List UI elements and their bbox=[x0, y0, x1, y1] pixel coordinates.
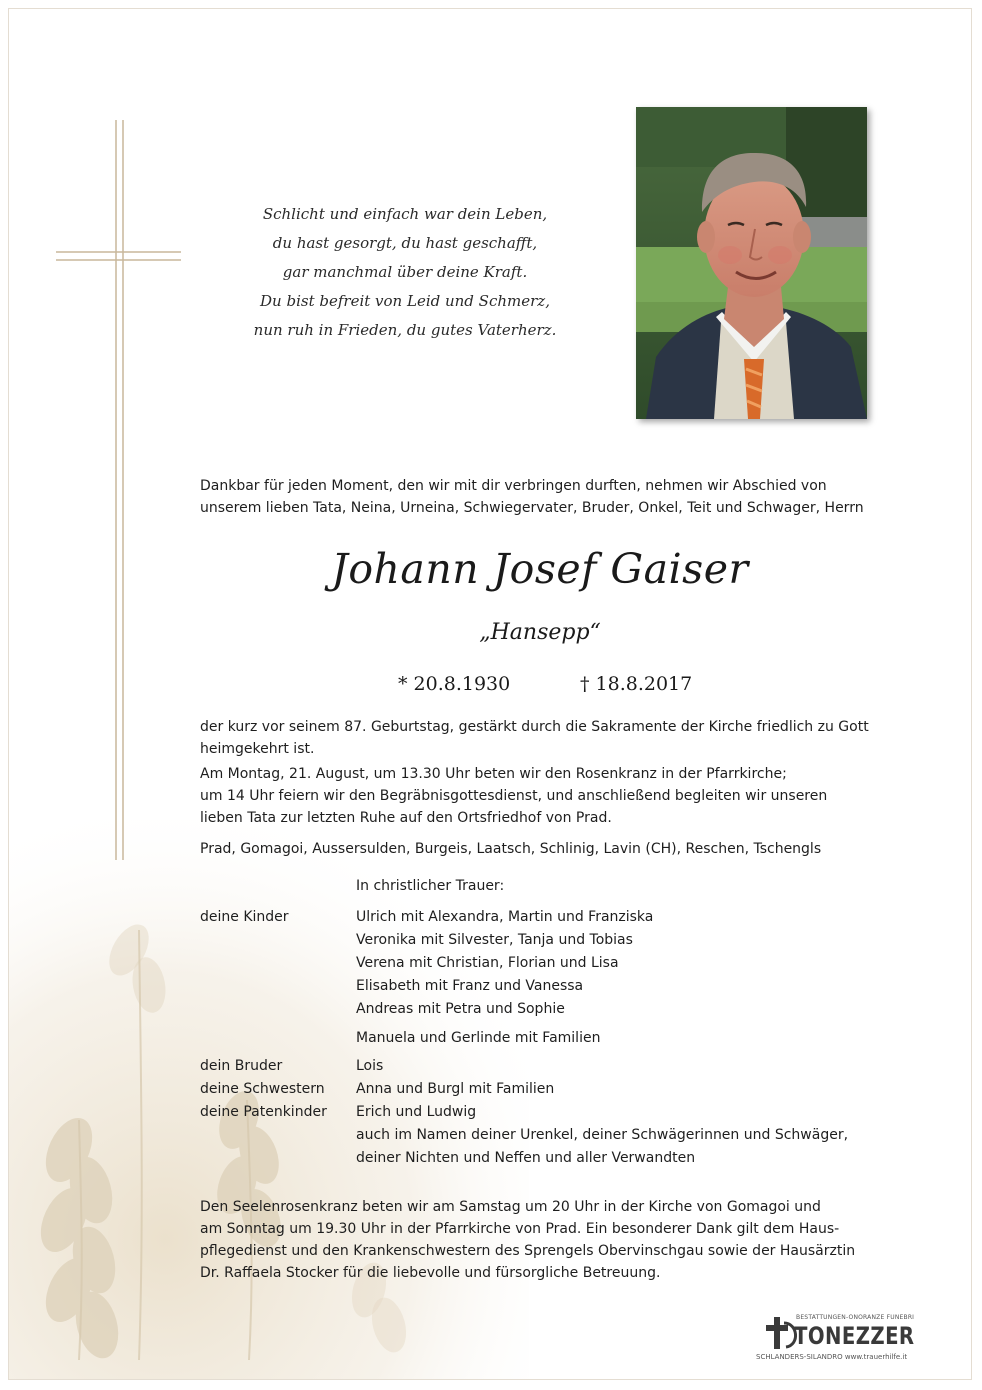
closing-line: pflegedienst und den Krankenschwestern des Sprengels Obervinschgau sowie der Hausärztin bbox=[200, 1243, 856, 1259]
poem-line: Du bist befreit von Leid und Schmerz, bbox=[260, 292, 550, 310]
kinder-item: Verena mit Christian, Florian und Lisa bbox=[356, 955, 619, 971]
kinder-item: Elisabeth mit Franz und Vanessa bbox=[356, 978, 584, 994]
paragraph2-line: um 14 Uhr feiern wir den Begräbnisgottesdienst, und anschließend begleiten wir unseren bbox=[200, 788, 828, 804]
kinder-label: deine Kinder bbox=[200, 909, 289, 925]
closing-line: Den Seelenrosenkranz beten wir am Samstag um 20 Uhr in der Kirche von Gomagoi und bbox=[200, 1199, 821, 1215]
closing-line: Dr. Raffaela Stocker für die liebevolle und fürsorgliche Betreuung. bbox=[200, 1265, 661, 1281]
poem bbox=[190, 200, 620, 345]
bruder-name: Lois bbox=[356, 1058, 384, 1074]
logo-address: SCHLANDERS-SILANDRO www.trauerhilfe.it bbox=[756, 1353, 908, 1361]
places: Prad, Gomagoi, Aussersulden, Burgeis, Laatsch, Schlinig, Lavin (CH), Reschen, Tschengls bbox=[200, 841, 822, 857]
logo-brand: TONEZZER bbox=[794, 1322, 915, 1350]
paragraph2-line: lieben Tata zur letzten Ruhe auf den Ortsfriedhof von Prad. bbox=[200, 810, 612, 826]
paten-names: Erich und Ludwig bbox=[356, 1104, 477, 1120]
others-line: deiner Nichten und Neffen und aller Verwandten bbox=[356, 1150, 696, 1166]
manuela-line: Manuela und Gerlinde mit Familien bbox=[356, 1030, 601, 1046]
intro-line: unserem lieben Tata, Neina, Urneina, Schwiegervater, Bruder, Onkel, Teit und Schwager, Herrn bbox=[200, 500, 864, 516]
poem-line: gar manchmal über deine Kraft. bbox=[282, 263, 528, 281]
poem-line: nun ruh in Frieden, du gutes Vaterherz. bbox=[253, 321, 557, 339]
kinder-item: Ulrich mit Alexandra, Martin und Franziska bbox=[356, 909, 654, 925]
logo-tagline: BESTATTUNGEN-ONORANZE FUNEBRI bbox=[796, 1314, 915, 1321]
portrait-photo bbox=[636, 107, 867, 419]
cross-icon bbox=[56, 120, 181, 860]
deceased-name: Johann Josef Gaiser bbox=[331, 545, 749, 593]
closing-line: am Sonntag um 19.30 Uhr in der Pfarrkirche von Prad. Ein besonderer Dank gilt dem Haus- bbox=[200, 1221, 840, 1237]
mourning-heading: In christlicher Trauer: bbox=[356, 878, 505, 894]
schwestern-names: Anna und Burgl mit Familien bbox=[356, 1081, 555, 1097]
poem-line: du hast gesorgt, du hast geschafft, bbox=[272, 234, 538, 252]
schwestern-label: deine Schwestern bbox=[200, 1081, 325, 1097]
paten-label: deine Patenkinder bbox=[200, 1104, 327, 1120]
kinder-item: Andreas mit Petra und Sophie bbox=[356, 1001, 565, 1017]
kinder-item: Veronika mit Silvester, Tanja und Tobias bbox=[356, 932, 633, 948]
others-line: auch im Namen deiner Urenkel, deiner Schwägerinnen und Schwäger, bbox=[356, 1127, 849, 1143]
death-date: † 18.8.2017 bbox=[580, 673, 693, 695]
nickname: „Hansepp“ bbox=[479, 620, 601, 645]
paragraph1-line: heimgekehrt ist. bbox=[200, 741, 315, 757]
intro-line: Dankbar für jeden Moment, den wir mit dir verbringen durften, nehmen wir Abschied von bbox=[200, 478, 827, 494]
paragraph1-line: der kurz vor seinem 87. Geburtstag, gestärkt durch die Sakramente der Kirche friedlich zu Gott bbox=[200, 719, 869, 735]
paragraph2-line: Am Montag, 21. August, um 13.30 Uhr beten wir den Rosenkranz in der Pfarrkirche; bbox=[200, 766, 787, 782]
bruder-label: dein Bruder bbox=[200, 1058, 283, 1074]
poem-line: Schlicht und einfach war dein Leben, bbox=[262, 205, 548, 223]
birth-date: * 20.8.1930 bbox=[398, 673, 511, 695]
funeral-home-logo bbox=[756, 1313, 944, 1363]
